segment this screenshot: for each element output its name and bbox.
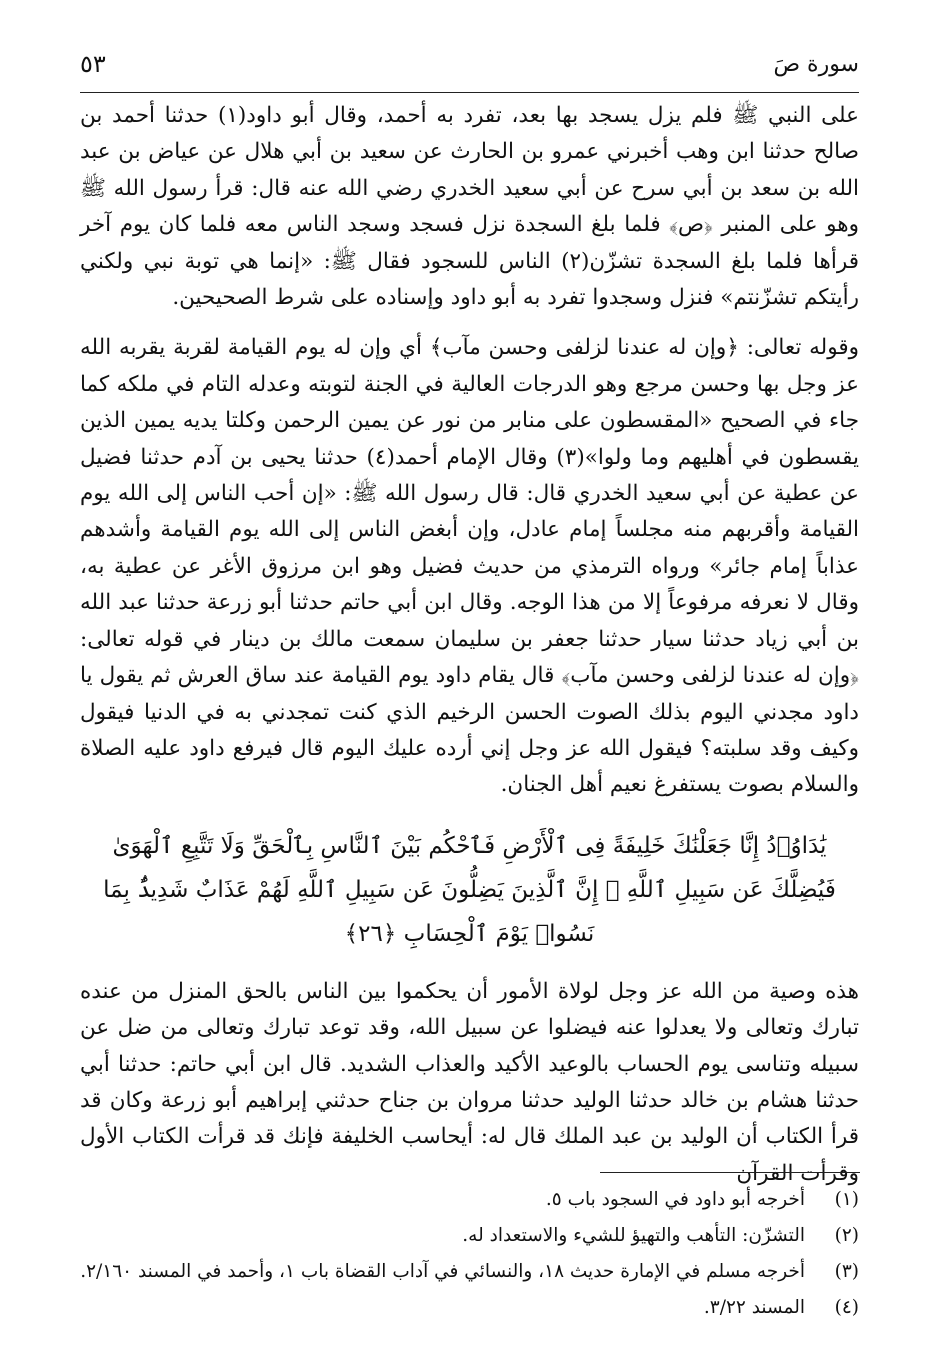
footnotes [80,1182,859,1326]
page-number: ٥٣ [80,50,106,78]
footnote-number: (١) [834,1189,859,1210]
footnote-number: (٢) [834,1225,859,1246]
footnote-number: (٤) [834,1297,859,1318]
footnote-text: أخرجه مسلم في الإمارة حديث ١٨، والنسائي في آداب القضاة باب ١، وأحمد في المسند ٢/١٦٠. [80,1261,805,1282]
footnote-number: (٣) [834,1261,859,1282]
paragraph-2: وقوله تعالى: ﴿وإن له عندنا لزلفى وحسن مآب﴾ أي وإن له يوم القيامة لقربة يقربه الله عز وجل بها وحسن مرجع وهو الدرجات العالية في الجنة لتوبته وعدله التام في ملكه كما جاء في الصحيح «المقسطون على منابر من نور عن يمين الرحمن وكلتا يديه يمين الذين يقسطون في أهليهم وما ولوا»(٣) وقال الإمام أحمد(٤) حدثنا يحيى بن آدم حدثنا فضيل عن عطية عن أبي سعيد الخدري قال: قال رسول الله ﷺ: «إن أحب الناس إلى الله يوم القيامة وأقربهم منه مجلساً إمام عادل، وإن أبغض الناس إلى الله يوم القيامة وأشدهم عذاباً إمام جائر» ورواه الترمذي من حديث فضيل وهو ابن مرزوق الأغر عن عطية به، وقال لا نعرفه مرفوعاً إلا من هذا الوجه. وقال ابن أبي حاتم حدثنا أبو زرعة حدثنا عبد الله بن أبي زياد حدثنا سيار حدثنا جعفر بن سليمان سمعت مالك بن دينار في قوله تعالى: ﴿وإن له عندنا لزلفى وحسن مآب﴾ قال يقام داود يوم القيامة عند ساق العرش ثم يقول يا داود مجدني اليوم بذلك الصوت الحسن الرخيم الذي كنت تمجدني به في الدنيا فيقول وكيف وقد سلبته؟ فيقول الله عز وجل إني أرده عليك اليوم قال فيرفع داود عليه الصلاة والسلام بصوت يستفرغ نعيم أهل الجنان. [80,335,859,798]
footnote-text: التشزّن: التأهب والتهيؤ للشيء والاستعداد له. [462,1225,805,1246]
footnote-4 [80,1290,859,1326]
footnote-text: أخرجه أبو داود في السجود باب ٥. [545,1189,805,1210]
footnote-3 [80,1254,859,1290]
footnote-2 [80,1218,859,1254]
surah-title: سورة صَ [773,52,859,77]
footnote-text: المسند ٣/٢٢. [703,1297,805,1318]
paragraph-1: على النبي ﷺ فلم يزل يسجد بها بعد، تفرد به أحمد، وقال أبو داود(١) حدثنا أحمد بن صالح حدثنا ابن وهب أخبرني عمرو بن الحارث عن سعيد بن أبي هلال عن عياض بن عبد الله بن سعد بن أبي سرح عن أبي سعيد الخدري رضي الله عنه قال: قرأ رسول الله ﷺ وهو على المنبر ﴿ص﴾ فلما بلغ السجدة نزل فسجد وسجد الناس معه فلما كان يوم آخر قرأها فلما بلغ السجدة تشزّن(٢) الناس للسجود فقال ﷺ: «إنما هي توبة نبي ولكني رأيتكم تشزّنتم» فنزل وسجدوا تفرد به أبو داود وإسناده على شرط الصحيحين. [80,103,859,311]
main-text [80,98,859,1192]
page-header [80,44,859,93]
paragraph-3: هذه وصية من الله عز وجل لولاة الأمور أن يحكموا بين الناس بالحق المنزل من عنده تبارك وتعالى ولا يعدلوا عنه فيضلوا عن سبيل الله، وقد توعد تبارك وتعالى من ضل عن سبيله وتناسى يوم الحساب بالوعيد الأكيد والعذاب الشديد. قال ابن أبي حاتم: حدثنا أبي حدثنا هشام بن خالد حدثنا الوليد حدثنا مروان بن جناح حدثني إبراهيم أبو زرعة وكان قد قرأ الكتاب أن الوليد بن عبد الملك قال له: أيحاسب الخليفة فإنك قد قرأت الكتاب الأول وقرأت القرآن [80,978,859,1186]
quran-verse: يَٰدَاوُۥدُ إِنَّا جَعَلْنَٰكَ خَلِيفَةً فِى ٱلْأَرْضِ فَٱحْكُم بَيْنَ ٱلنَّاسِ بِٱلْحَقِّ وَلَا تَتَّبِعِ ٱلْهَوَىٰ فَيُضِلَّكَ عَن سَبِيلِ ٱللَّهِ ۚ إِنَّ ٱلَّذِينَ يَضِلُّونَ عَن سَبِيلِ ٱللَّهِ لَهُمْ عَذَابٌ شَدِيدٌۢ بِمَا نَسُوا۟ يَوْمَ ٱلْحِسَابِ ﴿٢٦﴾ [103,832,836,947]
footnote-1 [80,1182,859,1218]
footnote-separator [600,1172,860,1173]
